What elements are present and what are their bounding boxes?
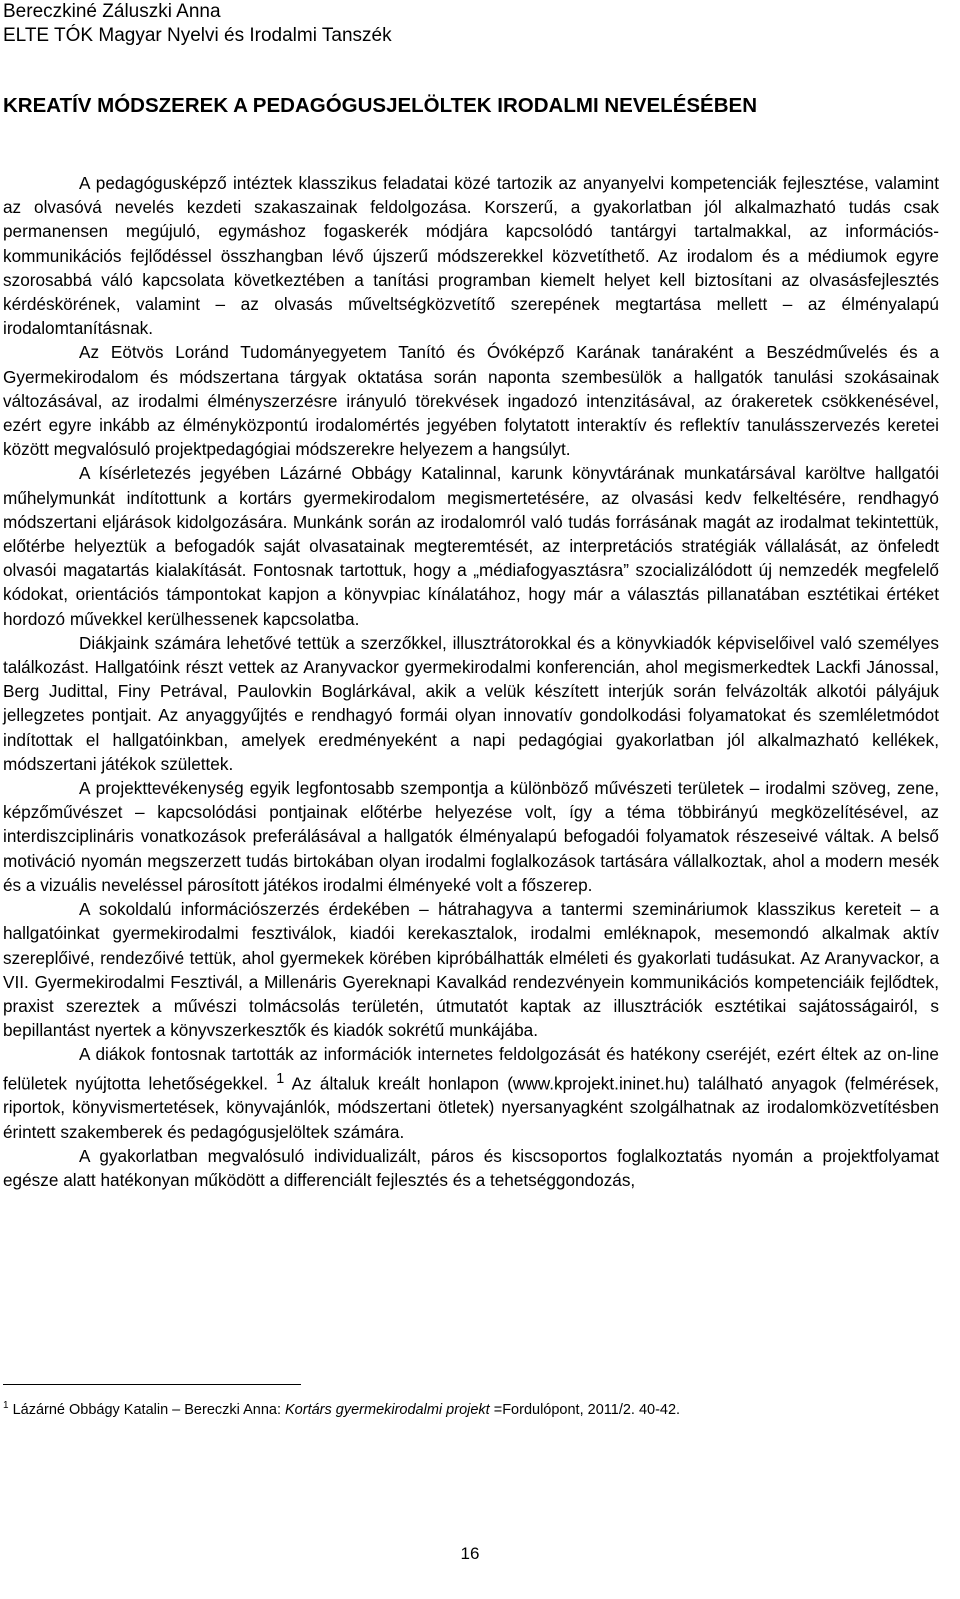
document-header xyxy=(3,0,943,48)
paragraph-8: A gyakorlatban megvalósuló individualizált, páros és kiscsoportos foglalkoztatás nyomán a projektfolyamat egésze alatt hatékonyan működött a differenciált fejlesztés és a tehetséggondozás, xyxy=(3,1145,939,1191)
footnote-number: 1 xyxy=(3,1400,9,1411)
paragraph-5: A projekttevékenység egyik legfontosabb szempontja a különböző művészeti területek – irodalmi szöveg, zene, képzőművészet – kapcsolódási pontjainak előtérbe helyezése volt, így a téma többirányú megközelítésével, az interdiszciplináris vonatkozások preferálásával a hallgatók élményalapú befogadói folyamatok részeseivé váltak. A belső motiváció nyomán megszerzett tudás birtokában olyan irodalmi foglalkozások tartására vállalkoztak, ahol a modern mesék és a vizuális neveléssel párosított játékos irodalmi élményeké volt a főszerep. xyxy=(3,778,939,895)
paragraph-7-text: A diákok fontosnak tartották az információk internetes feldolgozását és hatékony cseréjét, ezért éltek az on-line felületek nyújtotta lehetőségekkel. xyxy=(3,1044,939,1094)
author-affiliation: ELTE TÓK Magyar Nyelvi és Irodalmi Tanszék xyxy=(3,25,392,46)
document-body xyxy=(3,171,939,1192)
author-name: Bereczkiné Záluszki Anna xyxy=(3,1,221,22)
footnote xyxy=(3,1396,943,1420)
paragraph-6: A sokoldalú információszerzés érdekében – hátrahagyva a tantermi szemináriumok klasszikus kereteit – a hallgatóinkat gyermekirodalmi fesztiválok, kiadói kerekasztalok, irodalmi emléknapok, mesemondó alkalmak aktív szereplőivé, rendezőivé tettük, ahol gyermekek körében kipróbálhatták elméleti és gyakorlati tudásukat. Az Aranyvackor, a VII. Gyermekirodalmi Fesztivál, a Millenáris Gyereknapi Kavalkád rendezvényein kommunikációs kompetenciáik fejlődtek, praxist szereztek a művészi tolmácsolás területén, útmutatót kaptak az illusztrációk esztétikai sajátosságairól, s bepillantást nyertek a könyvszerkesztők és kiadók sokrétű munkájába. xyxy=(3,899,939,1041)
paragraph-4: Diákjaink számára lehetővé tettük a szerzőkkel, illusztrátorokkal és a könyvkiadók képviselőivel való személyes találkozást. Hallgatóink részt vettek az Aranyvackor gyermekirodalmi konferencián, ahol megismerkedtek Lackfi Jánossal, Berg Judittal, Finy Petrával, Paulovkin Boglárkával, akik a velük készített interjúk során felvázolták alkotói pályájuk jellegzetes pontjait. Az anyaggyűjtés e rendhagyó formái olyan innovatív gondolkodási folyamatokat és szemléletmódot indítottak el hallgatóinkban, amelyek eredményeként a napi pedagógiai gyakorlatban jól alkalmazható kellékek, módszertani játékok születtek. xyxy=(3,632,939,774)
paragraph-2: Az Eötvös Loránd Tudományegyetem Tanító és Óvóképző Karának tanáraként a Beszédművelés és a Gyermekirodalom és módszertana tárgyak oktatása során naponta szembesülök a hallgatók tanulási szokásainak változásával, az irodalmi élményszerzésre irányuló törekvések ingadozó intenzitásával, az órakeretek csökkenésével, ezért egyre inkább az élményközpontú irodalomértés jegyében folytatott interaktív és reflektív tanulásszervezés keretei között megvalósuló projektpedagógiai módszerekre helyezem a hangsúlyt. xyxy=(3,342,939,460)
footnote-title: Kortárs gyermekirodalmi projekt xyxy=(285,1401,490,1418)
paragraph-1: A pedagógusképző intéztek klasszikus feladatai közé tartozik az anyanyelvi kompetenciák fejlesztése, valamint az olvasóvá nevelés kezdeti szakaszainak feldolgozása. Korszerű, a gyakorlatban jól alkalmazható tudás csak permanensen megújuló, egymáshoz fogaskerék módjára kapcsolódó tantárgyi tartalmakkal, az információs-kommunikációs fejlődéssel összhangban lévő újszerű módszerekkel közvetíthető. Az irodalom és a médiumok egyre szorosabbá váló kapcsolata következtében a tanítási programban kiemelt helyet kell biztosítani az olvasásfejlesztés kérdéskörének, valamint – az olvasás műveltségközvetítő szerepének megtartása mellett – az élményalapú irodalomtanításnak. xyxy=(3,173,939,339)
page-number: 16 xyxy=(460,1544,480,1563)
footnote-separator xyxy=(3,1384,301,1385)
paragraph-7 xyxy=(3,1042,939,1144)
paragraph-7-continuation: Az általuk kreált honlapon (www.kprojekt.ininet.hu) található anyagok (felmérések, riportok, könyvismertetések, könyvajánlók, módszertani ötletek) nyersanyagként szolgálhatnak az irodalomközvetítésben érintett szakemberek és pedagógusjelöltek számára. xyxy=(3,1073,940,1142)
footnote-source: =Fordulópont, 2011/2. 40-42. xyxy=(489,1401,681,1418)
document-title: KREATÍV MÓDSZEREK A PEDAGÓGUSJELÖLTEK IRODALMI NEVELÉSÉBEN xyxy=(3,94,758,117)
paragraph-3: A kísérletezés jegyében Lázárné Obbágy Katalinnal, karunk könyvtárának munkatársával karöltve hallgatói műhelymunkát indítottunk a kortárs gyermekirodalom megismertetésére, az olvasási kedv felkeltésére, rendhagyó módszertani eljárások kidolgozására. Munkánk során az irodalomról való tudás forrásának magát az irodalmat tekintettük, előtérbe helyeztük a befogadók saját olvasatainak megteremtését, az interpretációs stratégiák vállalását, az önfeledt olvasói magatartás kialakítását. Fontosnak tartottuk, hogy a „médiafogyasztásra” szocializálódott új nemzedék megfelelő kódokat, orientációs támpontokat kapjon a könyvpiac kínálatához, hogy már a választás pillanatában esztétikai értéket hordozó művekkel kerülhessenek kapcsolatba. xyxy=(3,463,939,629)
footnote-reference[interactable]: 1 xyxy=(276,1070,285,1087)
footnote-authors: Lázárné Obbágy Katalin – Bereczki Anna: xyxy=(12,1401,286,1418)
